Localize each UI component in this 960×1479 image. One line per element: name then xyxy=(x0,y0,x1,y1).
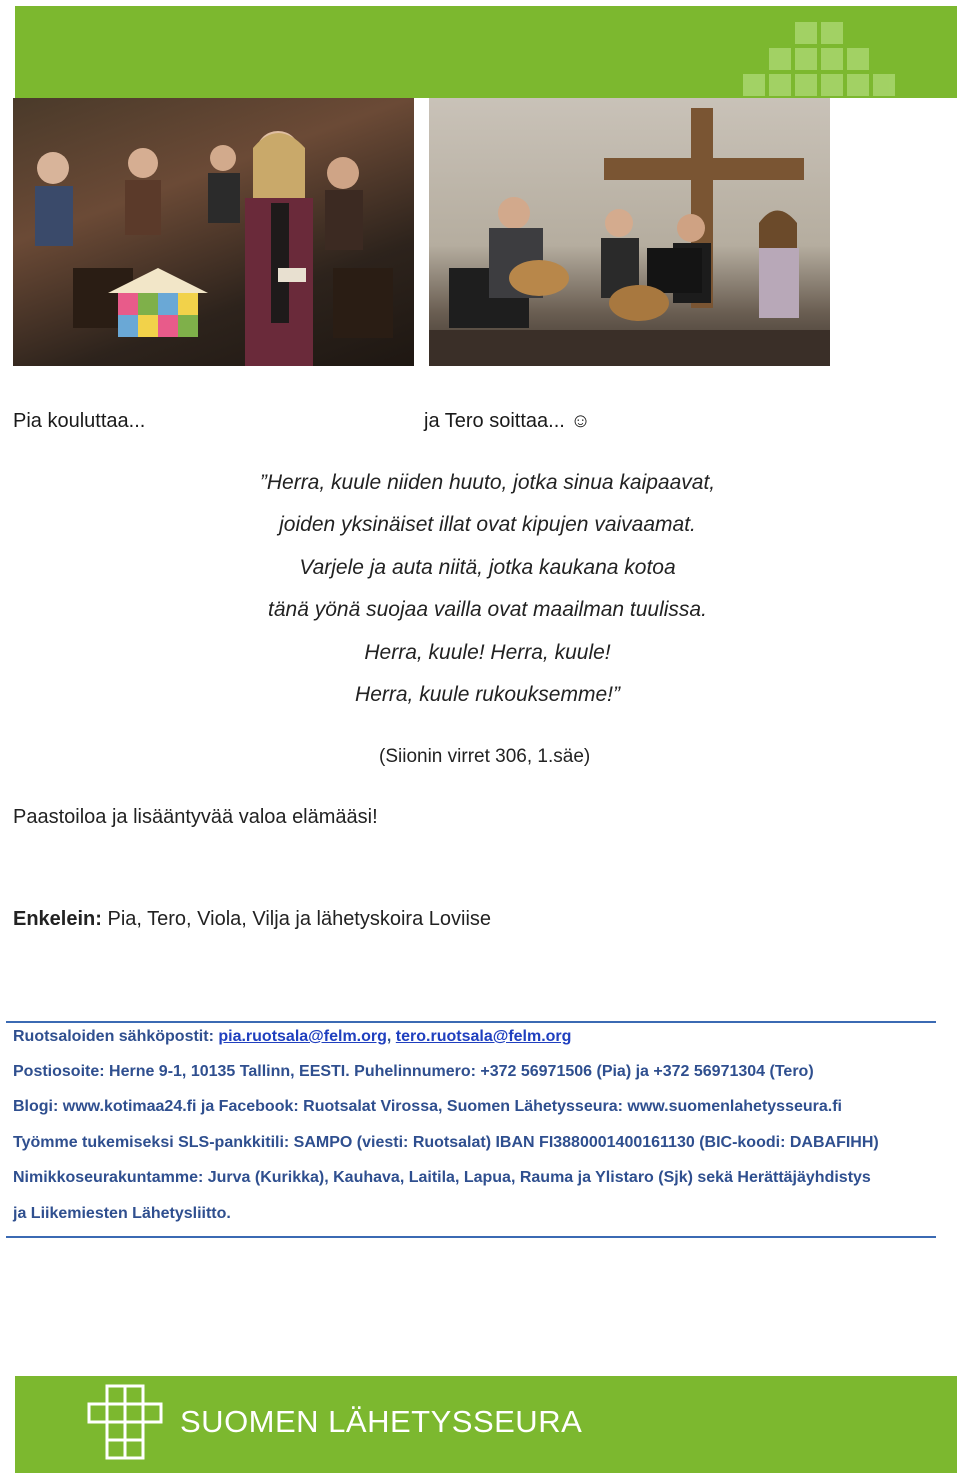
top-banner xyxy=(15,6,957,98)
contact-top-rule xyxy=(6,1021,936,1023)
contact-parishes-cont: ja Liikemiesten Lähetysliitto. xyxy=(13,1205,231,1222)
email-separator: , xyxy=(386,1028,392,1045)
cross-logo-icon xyxy=(75,1382,195,1479)
poem-line: ”Herra, kuule niiden huuto, jotka sinua kaipaavat, xyxy=(259,471,716,494)
signature-names: Pia, Tero, Viola, Vilja ja lähetyskoira Loviise xyxy=(107,908,492,930)
email-tero-link[interactable]: tero.ruotsala@felm.org xyxy=(395,1028,572,1045)
contact-blog: Blogi: www.kotimaa24.fi ja Facebook: Ruotsalat Virossa, Suomen Lähetysseura: www.suomenlahetysseura.fi xyxy=(13,1098,842,1115)
poem-line: Varjele ja auta niitä, jotka kaukana kotoa xyxy=(299,556,676,579)
organization-name: SUOMEN LÄHETYSSEURA xyxy=(180,1404,583,1439)
contact-address: Postiosoite: Herne 9-1, 10135 Tallinn, EESTI. Puhelinnumero: +372 56971506 (Pia) ja +372 56971304 (Tero) xyxy=(13,1063,814,1080)
signature-label: Enkelein: xyxy=(13,908,102,930)
band-photo-illustration xyxy=(429,98,830,366)
poem-line: tänä yönä suojaa vailla ovat maailman tuulissa. xyxy=(268,598,707,621)
poem-line: Herra, kuule! Herra, kuule! xyxy=(364,641,611,664)
poem-line: Herra, kuule rukouksemme!” xyxy=(355,683,620,706)
poem-source: (Siionin virret 306, 1.säe) xyxy=(379,746,591,767)
contact-emails xyxy=(13,1028,571,1046)
caption-tero: ja Tero soittaa... ☺ xyxy=(424,410,591,432)
contact-bottom-rule xyxy=(6,1236,936,1238)
signature xyxy=(13,908,491,931)
classroom-photo-illustration xyxy=(13,98,414,366)
cross-logo-watermark xyxy=(15,6,957,98)
contact-bank: Työmme tukemiseksi SLS-pankkitili: SAMPO (viesti: Ruotsalat) IBAN FI3880001400161130 (BIC-koodi: DABAFIHH) xyxy=(13,1134,879,1151)
email-pia-link[interactable]: pia.ruotsala@felm.org xyxy=(218,1028,387,1045)
photo-pia-teaching xyxy=(13,98,414,366)
contact-parishes: Nimikkoseurakuntamme: Jurva (Kurikka), Kauhava, Laitila, Lapua, Rauma ja Ylistaro (Sjk) sekä Herättäjäyhdistys xyxy=(13,1169,871,1186)
greeting: Paastoiloa ja lisääntyvää valoa elämääsi! xyxy=(13,806,378,828)
poem-line: joiden yksinäiset illat ovat kipujen vaivaamat. xyxy=(279,513,696,536)
email-label: Ruotsaloiden sähköpostit: xyxy=(13,1028,214,1045)
caption-pia: Pia kouluttaa... xyxy=(13,410,146,432)
photo-tero-playing xyxy=(429,98,830,366)
